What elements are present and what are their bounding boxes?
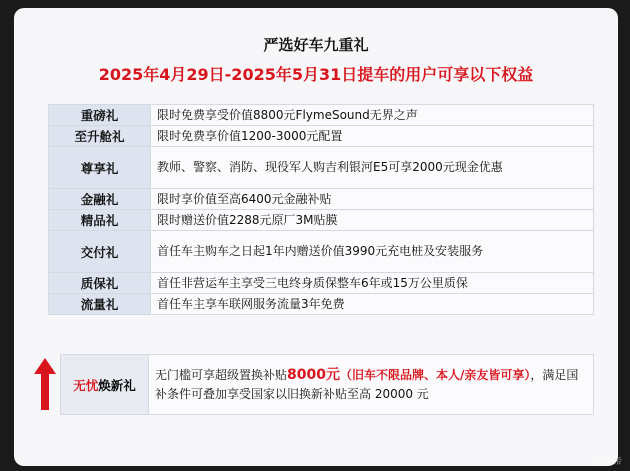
benefit-desc: 教师、警察、消防、现役军人购吉利银河E5可享2000元现金优惠 — [151, 147, 594, 189]
extra-benefit-name — [61, 355, 149, 415]
watermark: 懂车帝 — [594, 457, 622, 467]
table-row — [49, 210, 594, 231]
slide — [14, 8, 618, 466]
extra-benefit-table — [60, 354, 594, 415]
benefit-name: 质保礼 — [49, 273, 151, 294]
table-row — [61, 355, 594, 415]
benefit-name: 重磅礼 — [49, 105, 151, 126]
benefit-name: 交付礼 — [49, 231, 151, 273]
extra-desc-part1: 无门槛可享超级置换补贴 — [155, 367, 288, 382]
benefit-name: 尊享礼 — [49, 147, 151, 189]
benefit-name: 金融礼 — [49, 189, 151, 210]
extra-benefit-desc — [149, 355, 594, 415]
benefit-desc: 限时赠送价值2288元原厂3M贴膜 — [151, 210, 594, 231]
extra-name-rest: 焕新礼 — [98, 377, 136, 393]
table-row — [49, 231, 594, 273]
extra-name-highlight: 无忧 — [73, 377, 99, 393]
up-arrow-icon — [34, 358, 56, 410]
benefit-desc: 限时免费享受价值8800元FlymeSound无界之声 — [151, 105, 594, 126]
benefit-name: 至升舱礼 — [49, 126, 151, 147]
benefit-desc: 首任车主购车之日起1年内赠送价值3990元充电桩及安装服务 — [151, 231, 594, 273]
benefit-name: 流量礼 — [49, 294, 151, 315]
benefit-desc: 首任车主享车联网服务流量3年免费 — [151, 294, 594, 315]
page-subtitle: 2025年4月29日-2025年5月31日提车的用户可享以下权益 — [98, 65, 534, 84]
table-row — [49, 294, 594, 315]
benefits-table — [48, 104, 594, 315]
benefit-desc: 首任非营运车主享受三电终身质保整车6年或15万公里质保 — [151, 273, 594, 294]
benefit-desc: 限时免费享价值1200-3000元配置 — [151, 126, 594, 147]
table-row — [49, 147, 594, 189]
extra-desc-part2: ，满足国补条件可叠加享受国家以旧换新补贴至高 20000 元 — [155, 367, 579, 401]
table-row — [49, 273, 594, 294]
table-row — [49, 126, 594, 147]
benefit-name: 精品礼 — [49, 210, 151, 231]
table-row — [49, 105, 594, 126]
table-row — [49, 189, 594, 210]
page-title: 严选好车九重礼 — [263, 36, 369, 54]
extra-desc-highlight: （旧车不限品牌、本人/亲友皆可享） — [339, 367, 531, 382]
benefit-desc: 限时享价值至高6400元金融补贴 — [151, 189, 594, 210]
extra-desc-amount: 8000元 — [287, 366, 340, 383]
